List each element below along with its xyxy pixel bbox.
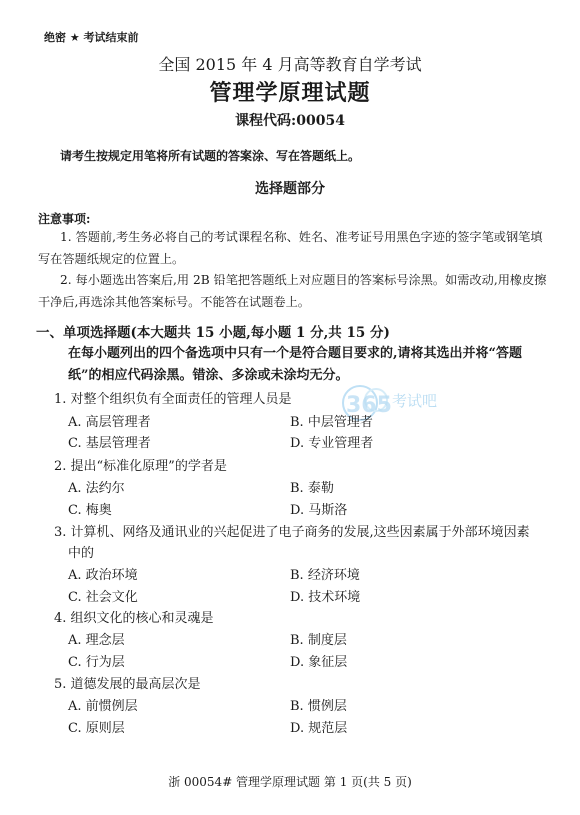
option: D. 专业管理者 — [290, 436, 374, 451]
option: A. 政治环境 — [68, 568, 138, 583]
option: A. 前惯例层 — [68, 699, 138, 714]
watermark-text: 考试吧 — [392, 392, 438, 410]
watermark-number: 365 — [346, 393, 392, 418]
option: C. 梅奥 — [68, 503, 112, 518]
question-stem: 1. 对整个组织负有全面责任的管理人员是 — [54, 392, 292, 407]
option: A. 法约尔 — [68, 481, 125, 496]
option: C. 社会文化 — [68, 590, 138, 605]
answer-instruction: 请考生按规定用笔将所有试题的答案涂、写在答题纸上。 — [60, 149, 361, 163]
question-stem-continued: 中的 — [68, 546, 95, 561]
option: B. 中层管理者 — [290, 415, 373, 430]
page-footer: 浙 00054# 管理学原理试题 第 1 页(共 5 页) — [168, 775, 412, 789]
option: D. 马斯洛 — [290, 503, 348, 518]
option: B. 泰勒 — [290, 481, 334, 496]
paper-title: 管理学原理试题 — [209, 81, 371, 106]
question-stem: 3. 计算机、网络及通讯业的兴起促进了电子商务的发展,这些因素属于外部环境因素 — [54, 525, 530, 540]
section-one-title: 一、单项选择题(本大题共 15 小题,每小题 1 分,共 15 分) — [36, 325, 390, 341]
option: D. 技术环境 — [290, 590, 361, 605]
option: B. 制度层 — [290, 633, 347, 648]
note-item: 2. 每小题选出答案后,用 2B 铅笔把答题纸上对应题目的答案标号涂黑。如需改动,用橡皮擦干净后,再选涂其他答案标号。不能答在试题卷上。 — [38, 273, 547, 309]
section-part-title: 选择题部分 — [255, 181, 325, 197]
question-stem: 2. 提出“标准化原理”的学者是 — [54, 459, 227, 474]
question-stem: 4. 组织文化的核心和灵魂是 — [54, 611, 214, 626]
option: A. 高层管理者 — [68, 415, 151, 430]
option: A. 理念层 — [68, 633, 125, 648]
option: D. 象征层 — [290, 655, 348, 670]
exam-title: 全国 2015 年 4 月高等教育自学考试 — [158, 55, 422, 74]
note-item: 1. 答题前,考生务必将自己的考试课程名称、姓名、准考证号用黑色字迹的签字笔或钢笔填写在答题纸规定的位置上。 — [38, 230, 543, 266]
option: D. 规范层 — [290, 721, 348, 736]
notes-heading: 注意事项: — [38, 212, 91, 226]
secret-label: 绝密 ★ 考试结束前 — [44, 31, 139, 44]
question-stem: 5. 道德发展的最高层次是 — [54, 677, 201, 692]
course-code: 课程代码:00054 — [235, 113, 345, 129]
section-one-instruction: 在每小题列出的四个备选项中只有一个是符合题目要求的,请将其选出并将“答题纸”的相应代码涂黑。错涂、多涂或未涂均无分。 — [68, 346, 523, 383]
option: C. 原则层 — [68, 721, 125, 736]
option: C. 行为层 — [68, 655, 125, 670]
option: B. 经济环境 — [290, 568, 360, 583]
option: B. 惯例层 — [290, 699, 347, 714]
option: C. 基层管理者 — [68, 436, 151, 451]
